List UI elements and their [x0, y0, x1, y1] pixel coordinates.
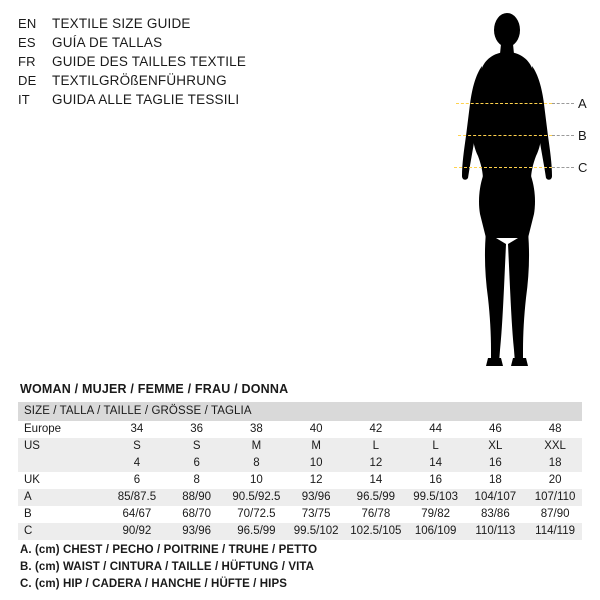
cell: 4	[104, 455, 164, 472]
language-row-fr	[18, 54, 348, 73]
cell: 6	[164, 455, 224, 472]
cell: 96.5/99	[224, 523, 284, 540]
cell: 96.5/99	[343, 489, 403, 506]
language-row-es	[18, 35, 348, 54]
cell: 87/90	[522, 506, 582, 523]
row-label: A	[18, 489, 104, 506]
cell: M	[224, 438, 284, 455]
row-label: US	[18, 438, 104, 455]
legend-row-chest: A. (cm) CHEST / PECHO / POITRINE / TRUHE / PETTO	[20, 544, 318, 556]
cell: 36	[164, 421, 224, 438]
cell: 38	[224, 421, 284, 438]
row-label: UK	[18, 472, 104, 489]
cell: 85/87.5	[104, 489, 164, 506]
cell: 70/72.5	[224, 506, 284, 523]
table-row	[18, 523, 582, 540]
cell: 12	[283, 472, 343, 489]
waist-measure-line	[458, 135, 552, 136]
chest-measure-line	[456, 103, 552, 104]
row-label: B	[18, 506, 104, 523]
cell: 104/107	[462, 489, 522, 506]
table-header-row	[18, 402, 582, 421]
cell: 10	[283, 455, 343, 472]
cell: 6	[104, 472, 164, 489]
table-row	[18, 438, 582, 455]
language-title: TEXTILGRÖßENFÜHRUNG	[52, 73, 227, 88]
cell: 16	[403, 472, 463, 489]
cell: 79/82	[403, 506, 463, 523]
language-code: DE	[18, 73, 37, 88]
table-row	[18, 489, 582, 506]
chest-marker-label: A	[578, 96, 587, 111]
hip-leader-line	[552, 167, 574, 168]
cell: 44	[403, 421, 463, 438]
cell: 14	[403, 455, 463, 472]
cell: 99.5/103	[403, 489, 463, 506]
cell: 16	[462, 455, 522, 472]
language-code: EN	[18, 16, 37, 31]
cell: 73/75	[283, 506, 343, 523]
size-table	[18, 402, 582, 540]
language-title-list	[18, 16, 348, 111]
cell: 90.5/92.5	[224, 489, 284, 506]
cell: 68/70	[164, 506, 224, 523]
cell: XL	[462, 438, 522, 455]
cell: 34	[104, 421, 164, 438]
waist-marker-label: B	[578, 128, 587, 143]
table-row	[18, 421, 582, 438]
waist-leader-line	[552, 135, 574, 136]
hip-marker-label: C	[578, 160, 588, 175]
cell: XXL	[522, 438, 582, 455]
row-label: Europe	[18, 421, 104, 438]
cell: 10	[224, 472, 284, 489]
cell: 18	[522, 455, 582, 472]
language-code: ES	[18, 35, 36, 50]
cell: L	[343, 438, 403, 455]
language-title: TEXTILE SIZE GUIDE	[52, 16, 191, 31]
language-row-en	[18, 16, 348, 35]
cell: L	[403, 438, 463, 455]
language-title: GUIDA ALLE TAGLIE TESSILI	[52, 92, 240, 107]
female-body-figure	[400, 8, 590, 376]
legend-row-hip: C. (cm) HIP / CADERA / HANCHE / HÜFTE / HIPS	[20, 578, 288, 590]
cell: 18	[462, 472, 522, 489]
cell: 76/78	[343, 506, 403, 523]
cell: 93/96	[164, 523, 224, 540]
cell: 12	[343, 455, 403, 472]
language-code: IT	[18, 92, 30, 107]
cell: 42	[343, 421, 403, 438]
cell: 46	[462, 421, 522, 438]
cell: 102.5/105	[343, 523, 403, 540]
cell: 40	[283, 421, 343, 438]
cell: 8	[224, 455, 284, 472]
cell: 8	[164, 472, 224, 489]
cell: M	[283, 438, 343, 455]
table-row	[18, 455, 582, 472]
table-row	[18, 472, 582, 489]
body-silhouette-icon	[400, 8, 590, 376]
table-header-label: SIZE / TALLA / TAILLE / GRÖSSE / TAGLIA	[18, 402, 582, 421]
cell: 90/92	[104, 523, 164, 540]
cell: 110/113	[462, 523, 522, 540]
legend-row-waist: B. (cm) WAIST / CINTURA / TAILLE / HÜFTUNG / VITA	[20, 561, 315, 573]
measurement-legend	[20, 542, 580, 593]
cell: 83/86	[462, 506, 522, 523]
cell: 106/109	[403, 523, 463, 540]
row-label	[18, 455, 104, 472]
language-title: GUIDE DES TAILLES TEXTILE	[52, 54, 247, 69]
language-row-it	[18, 92, 348, 111]
size-table-block	[18, 382, 582, 540]
cell: 48	[522, 421, 582, 438]
cell: 14	[343, 472, 403, 489]
language-code: FR	[18, 54, 36, 69]
cell: S	[104, 438, 164, 455]
language-title: GUÍA DE TALLAS	[52, 35, 163, 50]
cell: 20	[522, 472, 582, 489]
hip-measure-line	[454, 167, 552, 168]
cell: 114/119	[522, 523, 582, 540]
cell: 64/67	[104, 506, 164, 523]
cell: 107/110	[522, 489, 582, 506]
cell: 88/90	[164, 489, 224, 506]
table-group-title: WOMAN / MUJER / FEMME / FRAU / DONNA	[20, 382, 289, 396]
chest-leader-line	[552, 103, 574, 104]
cell: S	[164, 438, 224, 455]
cell: 93/96	[283, 489, 343, 506]
row-label: C	[18, 523, 104, 540]
table-row	[18, 506, 582, 523]
cell: 99.5/102	[283, 523, 343, 540]
language-row-de	[18, 73, 348, 92]
